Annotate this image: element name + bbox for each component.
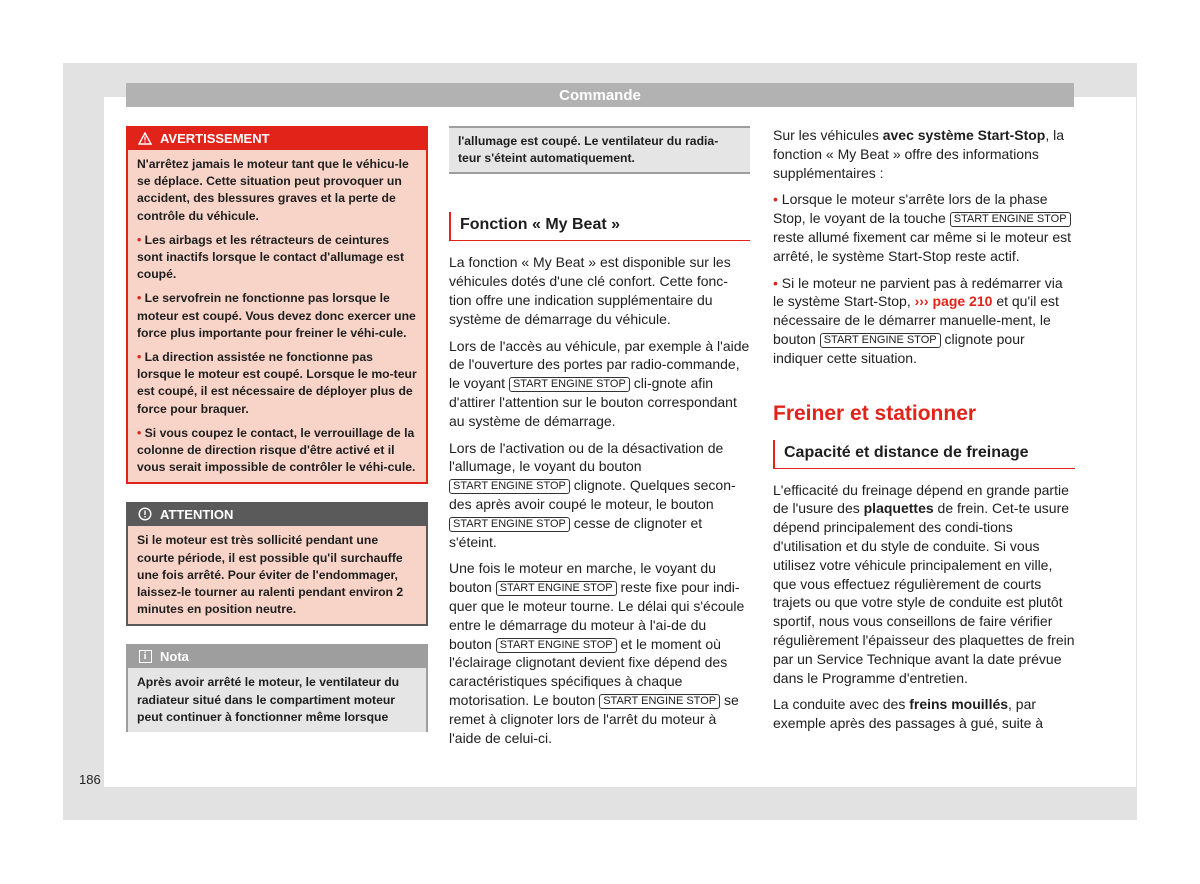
attention-body [126,526,428,626]
attention-title: ATTENTION [160,506,234,522]
warning-triangle-icon [136,132,154,145]
bullet-dot-icon: • [773,274,778,291]
warning-intro: N'arrêtez jamais le moteur tant que le véhicu-le se déplace. Cette situation peut provoquer un accident, des blessures graves et la perte de contrôle du véhicule. [137,157,409,223]
paragraph: Lors de l'activation ou de la désactivation de l'allumage, le voyant du bouton START ENGINE STOP clignote. Quelques secon-des après avoir coupé le moteur, le bouton START ENGINE STOP cesse de clignoter et s'éteint. [449,439,736,550]
paragraph: La conduite avec des freins mouillés, par exemple après des passages à gué, suite à [773,696,1044,732]
bullet-dot-icon: • [773,191,778,208]
paragraph: L'efficacité du freinage dépend en grande partie de l'usure des plaquettes de frein. Cet-te usure dépend principalement des condi-tions d'utilisation et du style de conduite. Si vous utilisez votre véhicule principalement en ville, que vous effectuez régulièrement de courts trajets ou que votre style de conduite est plutôt sportif, nous vous conseillons de faire vérifier régulièrement l'épaisseur des plaquettes de frein par un Service Technique avant la date prévue dans le Programme d'entretien. [773,481,1075,686]
warning-bullet: • Le servofrein ne fonctionne pas lorsque le moteur est coupé. Vous devez donc exercer une force plus importante pour freiner le véhi-cule. [137,291,416,340]
warning-bullet: • La direction assistée ne fonctionne pas lorsque le moteur est coupé. Lorsque le mo-teur est coupé, il est nécessaire de déployer plus de force pour braquer. [137,350,417,416]
bullet-dot-icon: • [137,232,142,247]
bullet-dot-icon: • [137,425,142,440]
column-left [126,126,428,750]
attention-header [126,502,428,526]
bullet-dot-icon: • [137,350,142,365]
start-engine-stop-key: START ENGINE STOP [509,377,630,392]
paragraph: Une fois le moteur en marche, le voyant du bouton START ENGINE STOP reste fixe pour indi-quer que le moteur tourne. Le délai qui s'écoule entre le démarrage du moteur à l'ai-de du bouton START ENGINE STOP et le moment où l'éclairage clignotant devient fixe dépend des caractéristiques spécifiques à chaque motorisation. Le bouton START ENGINE STOP se remet à clignoter lors de l'arrêt du moteur à l'aide de celui-ci. [449,560,745,746]
note-body [126,668,428,732]
warning-body [126,150,428,484]
start-engine-stop-key: START ENGINE STOP [449,479,570,494]
warning-bullet: • Si vous coupez le contact, le verrouillage de la colonne de direction risque d'être activé et il vous serait impossible de contrôler le véhi-cule. [137,425,416,475]
bullet-dot-icon: • [137,291,142,306]
page-number: 186 [79,772,101,787]
paragraph: La fonction « My Beat » est disponible sur les véhicules dotés d'une clé confort. Cette fonc-tion offre une indication supplémentaire du système de démarrage du véhicule. [449,254,731,327]
attention-box [126,502,428,626]
list-item: • Lorsque le moteur s'arrête lors de la phase Stop, le voyant de la touche START ENGINE STOP reste allumé fixement car même si le moteur est arrêté, le système Start-Stop reste actif. [773,191,1071,264]
page-header: Commande [126,83,1074,107]
start-engine-stop-key: START ENGINE STOP [496,638,617,653]
attention-text: Si le moteur est très sollicité pendant une courte période, il est possible qu'il surchauffe une fois arrêté. Pour éviter de l'endommager, laissez-le tourner au ralenti pendant environ 2 minutes en position neutre. [137,533,404,617]
warning-bullet: • Les airbags et les rétracteurs de ceintures sont inactifs lorsque le contact d'allumage est coupé. [137,232,405,282]
note-text: Après avoir arrêté le moteur, le ventilateur du radiateur situé dans le compartiment moteur peut continuer à fonctionner même lorsque [137,675,400,724]
section-title-braking: Capacité et distance de freinage [773,440,1075,469]
warning-box [126,126,428,484]
note-title: Nota [160,648,189,664]
warning-header [126,126,428,150]
start-engine-stop-key: START ENGINE STOP [496,581,617,596]
start-engine-stop-key: START ENGINE STOP [449,517,570,532]
start-engine-stop-key: START ENGINE STOP [950,212,1071,227]
chapter-title: Freiner et stationner [773,401,977,425]
note-continued: l'allumage est coupé. Le ventilateur du radia-teur s'éteint automatiquement. [449,126,750,174]
note-header [126,644,428,668]
warning-title: AVERTISSEMENT [160,130,270,146]
start-engine-stop-key: START ENGINE STOP [820,333,941,348]
exclamation-circle-icon [136,507,154,521]
start-engine-stop-key: START ENGINE STOP [599,694,720,709]
list-item: • Si le moteur ne parvient pas à redémarrer via le système Start-Stop, ››› page 210 et qu'il est nécessaire de le démarrer manuelle-ment, le bouton START ENGINE STOP clignote pour indiquer cette situation. [773,274,1063,366]
paragraph: Sur les véhicules avec système Start-Stop, la fonction « My Beat » offre des informations supplémentaires : [773,127,1065,181]
page-reference-link[interactable]: ››› page 210 [914,293,993,310]
info-icon: i [136,650,154,663]
paragraph: Lors de l'accès au véhicule, par exemple à l'aide de l'ouverture des portes par radio-commande, le voyant START ENGINE STOP cli-gnote afin d'attirer l'attention sur le bouton correspondant au système de démarrage. [449,337,750,429]
column-middle [449,126,750,755]
column-right [773,126,1075,741]
section-title-my-beat: Fonction « My Beat » [449,212,750,241]
note-box [126,644,428,732]
